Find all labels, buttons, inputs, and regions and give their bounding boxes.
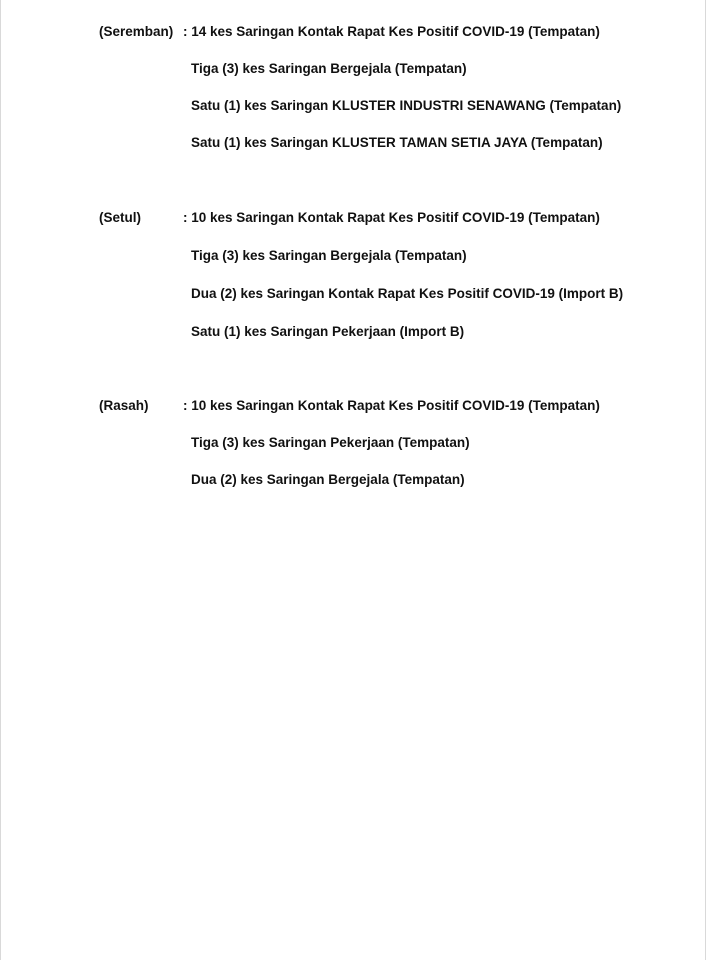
case-line: Dua (2) kes Saringan Kontak Rapat Kes Positif COVID-19 (Import B) xyxy=(191,286,624,301)
district-name: (Rasah) xyxy=(99,398,149,413)
case-line: Tiga (3) kes Saringan Bergejala (Tempatan) xyxy=(191,61,467,76)
case-line: Satu (1) kes Saringan Pekerjaan (Import B) xyxy=(191,324,465,339)
case-line: Tiga (3) kes Saringan Pekerjaan (Tempatan) xyxy=(191,435,470,450)
case-line: Satu (1) kes Saringan KLUSTER TAMAN SETIA JAYA (Tempatan) xyxy=(191,135,603,150)
case-line: Dua (2) kes Saringan Bergejala (Tempatan) xyxy=(191,472,465,487)
case-line: Satu (1) kes Saringan KLUSTER INDUSTRI SENAWANG (Tempatan) xyxy=(191,98,622,113)
district-name: (Setul) xyxy=(99,210,141,225)
district-name: (Seremban) xyxy=(99,24,174,39)
case-line: : 10 kes Saringan Kontak Rapat Kes Positif COVID-19 (Tempatan) xyxy=(183,210,600,225)
case-line: Tiga (3) kes Saringan Bergejala (Tempatan) xyxy=(191,248,467,263)
case-line: : 14 kes Saringan Kontak Rapat Kes Positif COVID-19 (Tempatan) xyxy=(183,24,600,39)
case-line: : 10 kes Saringan Kontak Rapat Kes Positif COVID-19 (Tempatan) xyxy=(183,398,600,413)
